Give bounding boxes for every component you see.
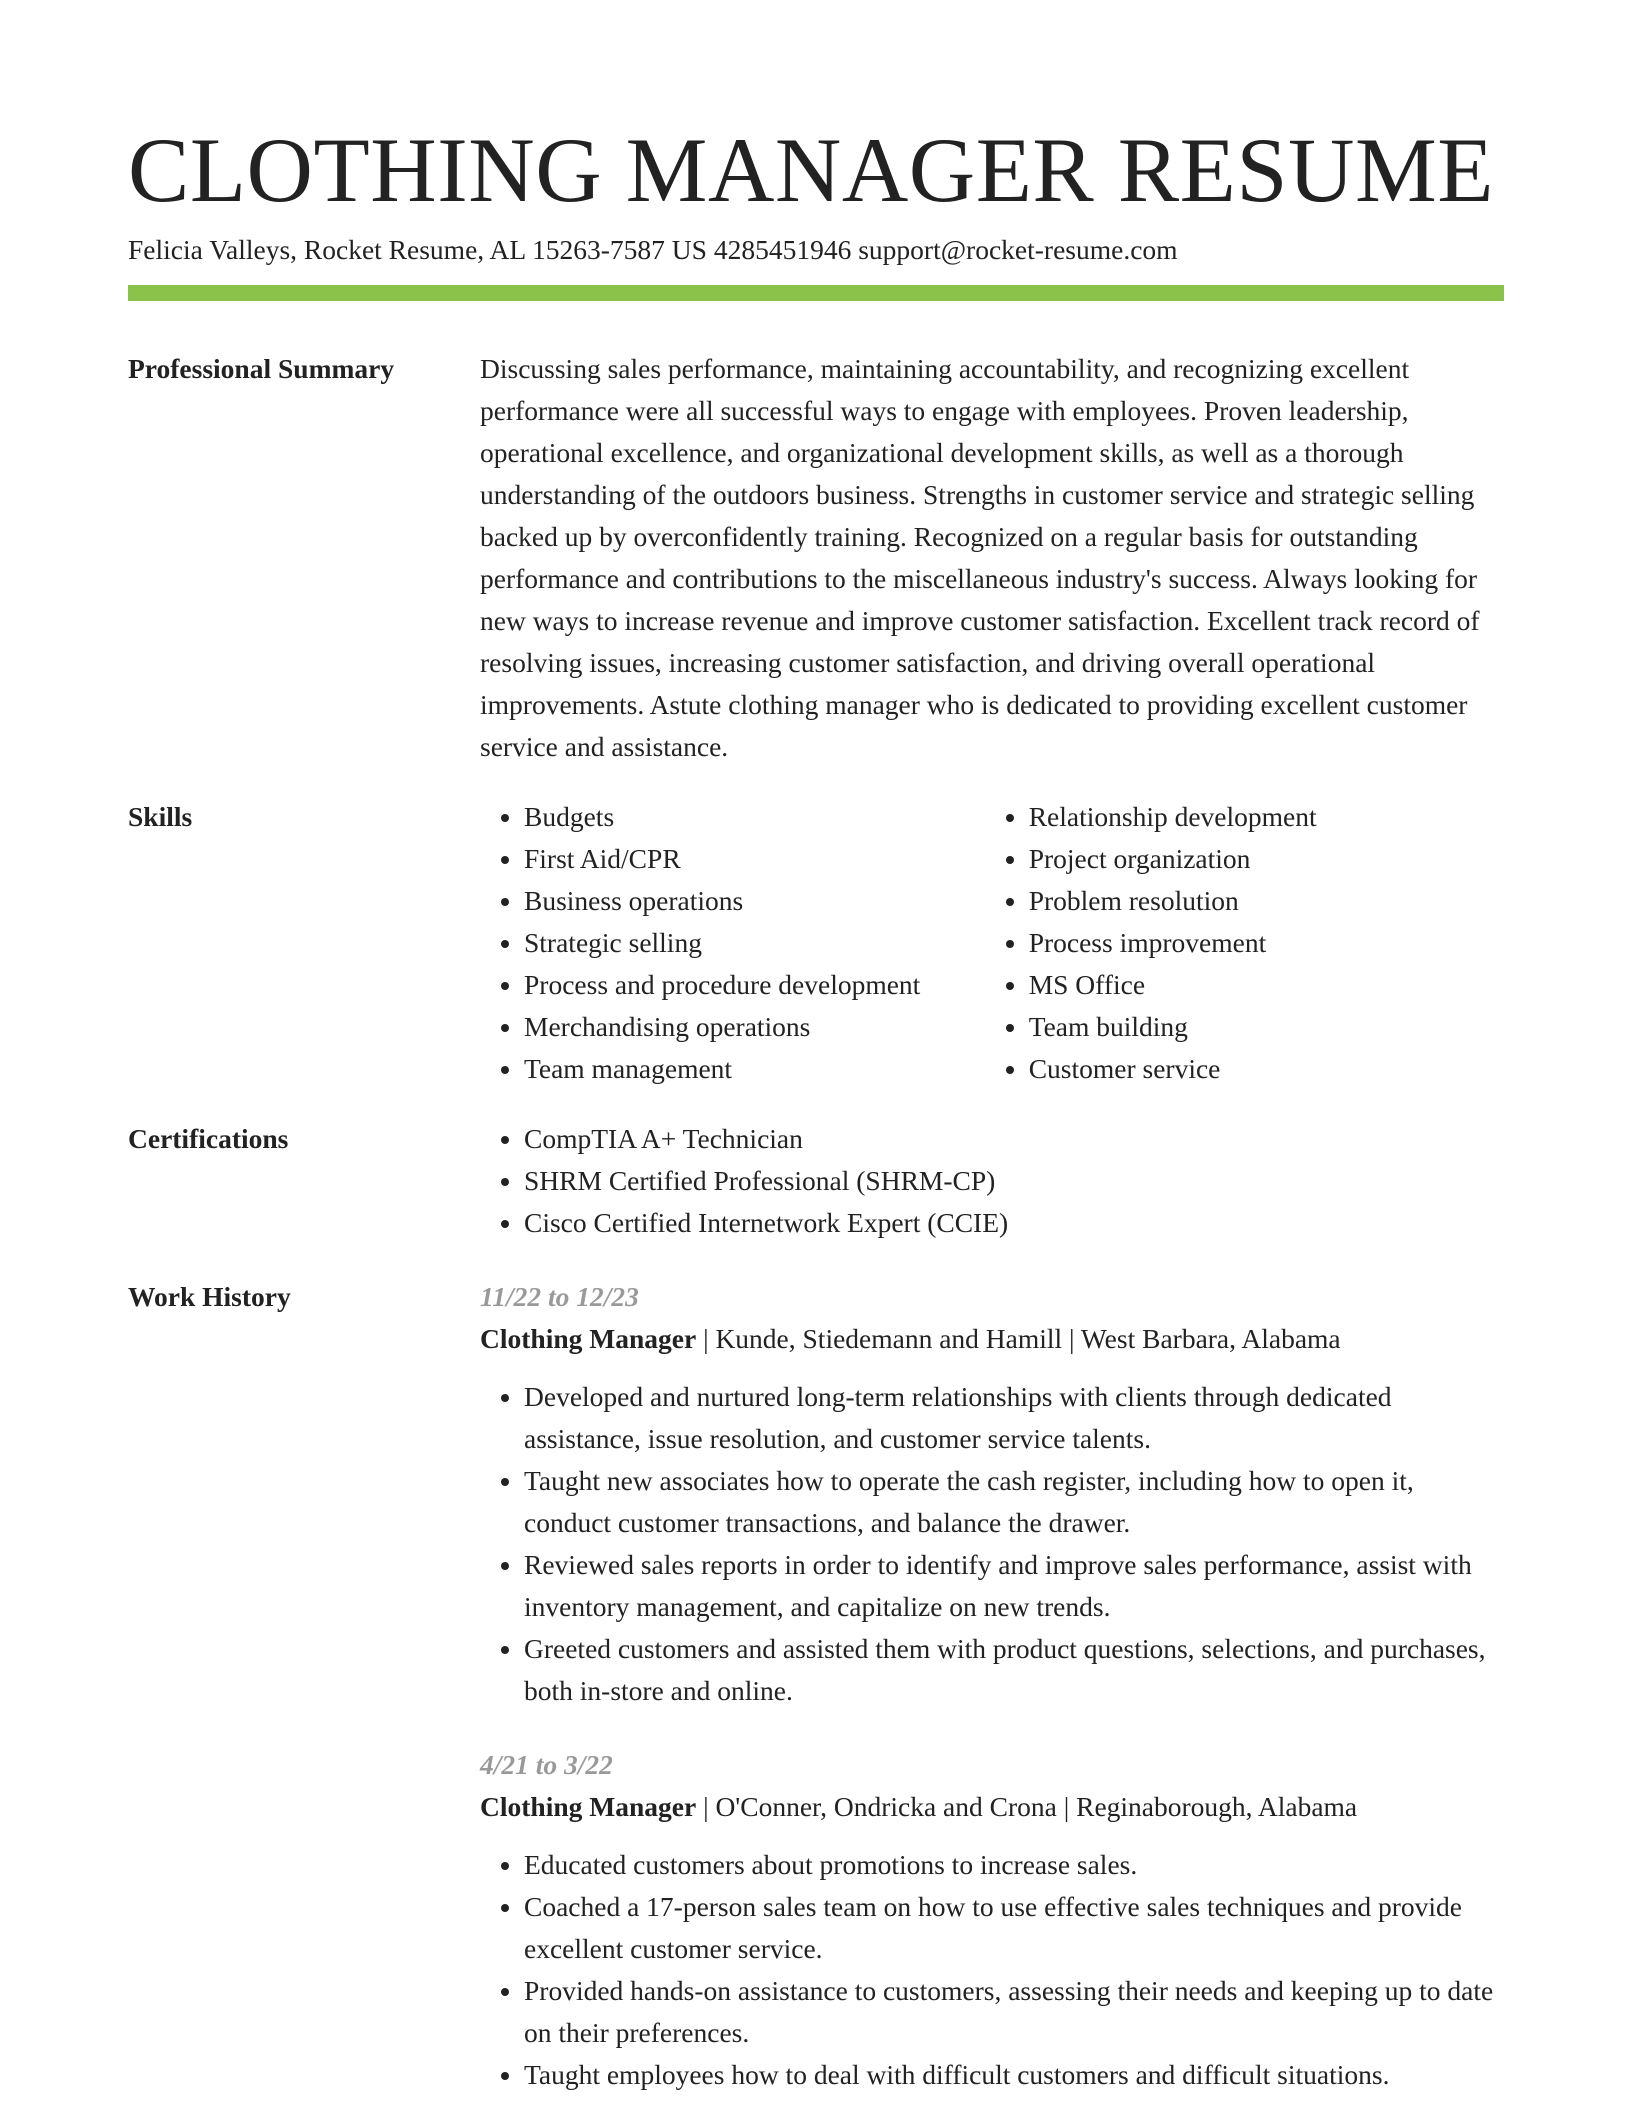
job-header [480,1786,1504,1828]
certifications-heading: Certifications [128,1123,289,1154]
skill-item: • First Aid/CPR [524,838,985,880]
job-bullet: • Taught new associates how to operate the cash register, including how to open it, conduct customer transactions, and balance the drawer. [524,1460,1504,1544]
job-title: Clothing Manager [480,1791,697,1822]
page-title: CLOTHING MANAGER RESUME [128,119,1494,221]
job-bullet: • Educated customers about promotions to increase sales. [524,1844,1504,1886]
job-bullets [480,1844,1504,2096]
job-bullet: • Coached a 17-person sales team on how to use effective sales techniques and provide excellent customer service. [524,1886,1504,1970]
summary-body [480,348,1504,768]
skills-list-left [480,796,985,1090]
skill-item: • Budgets [524,796,985,838]
job-bullet: • Provided hands-on assistance to customers, assessing their needs and keeping up to date on their preferences. [524,1970,1504,2054]
skill-item: • Problem resolution [1029,880,1504,922]
job-entry [480,1276,1504,1712]
job-bullet: • Greeted customers and assisted them with product questions, selections, and purchases, both in-store and online. [524,1628,1504,1712]
contact-info: Felicia Valleys, Rocket Resume, AL 15263-7587 US 4285451946 support@rocket-resume.com [128,234,1178,265]
job-bullet: • Developed and nurtured long-term relationships with clients through dedicated assistance, issue resolution, and customer service talents. [524,1376,1504,1460]
skill-item: • Business operations [524,880,985,922]
work-history-heading: Work History [128,1281,291,1312]
header-divider [128,285,1504,301]
job-dates: 11/22 to 12/23 [480,1281,639,1312]
job-entry [480,1744,1504,2096]
job-spacer [480,1712,1504,1744]
skills-grid [480,796,1504,1090]
skill-item: • MS Office [1029,964,1504,1006]
skill-item: • Strategic selling [524,922,985,964]
summary-text: Discussing sales performance, maintaining accountability, and recognizing excellent performance were all successful ways to engage with employees. Proven leadership, operational excellence, and organizational development skills, as well as a thorough understanding of the outdoors business. Strengths in customer service and strategic selling backed up by overconfidently training. Recognized on a regular basis for outstanding performance and contributions to the miscellaneous industry's success. Always looking for new ways to increase revenue and improve customer satisfaction. Excellent track record of resolving issues, increasing customer satisfaction, and driving overall operational improvements. Astute clothing manager who is dedicated to providing excellent customer service and assistance. [480,353,1480,762]
certification-item: • CompTIA A+ Technician [524,1118,1504,1160]
certification-item: • Cisco Certified Internetwork Expert (CCIE) [524,1202,1504,1244]
skill-item: • Team management [524,1048,985,1090]
certification-item: • SHRM Certified Professional (SHRM-CP) [524,1160,1504,1202]
skill-item: • Process and procedure development [524,964,985,1006]
skill-item: • Team building [1029,1006,1504,1048]
skill-item: • Merchandising operations [524,1006,985,1048]
job-header [480,1318,1504,1360]
skill-item: • Process improvement [1029,922,1504,964]
job-dates: 4/21 to 3/22 [480,1749,613,1780]
summary-heading: Professional Summary [128,353,395,384]
skills-heading: Skills [128,801,193,832]
skill-item: • Relationship development [1029,796,1504,838]
job-bullets [480,1376,1504,1712]
skill-item: • Project organization [1029,838,1504,880]
job-title: Clothing Manager [480,1323,697,1354]
job-bullet: • Reviewed sales reports in order to identify and improve sales performance, assist with inventory management, and capitalize on new trends. [524,1544,1504,1628]
job-details: | O'Conner, Ondricka and Crona | Reginaborough, Alabama [696,1791,1358,1822]
certifications-list [480,1118,1504,1244]
job-bullet: • Taught employees how to deal with difficult customers and difficult situations. [524,2054,1504,2096]
work-history-body [480,1276,1504,2096]
skill-item: • Customer service [1029,1048,1504,1090]
certifications-body [480,1118,1504,1244]
skills-list-right [985,796,1504,1090]
job-details: | Kunde, Stiedemann and Hamill | West Barbara, Alabama [696,1323,1341,1354]
skills-body [480,796,1504,1090]
